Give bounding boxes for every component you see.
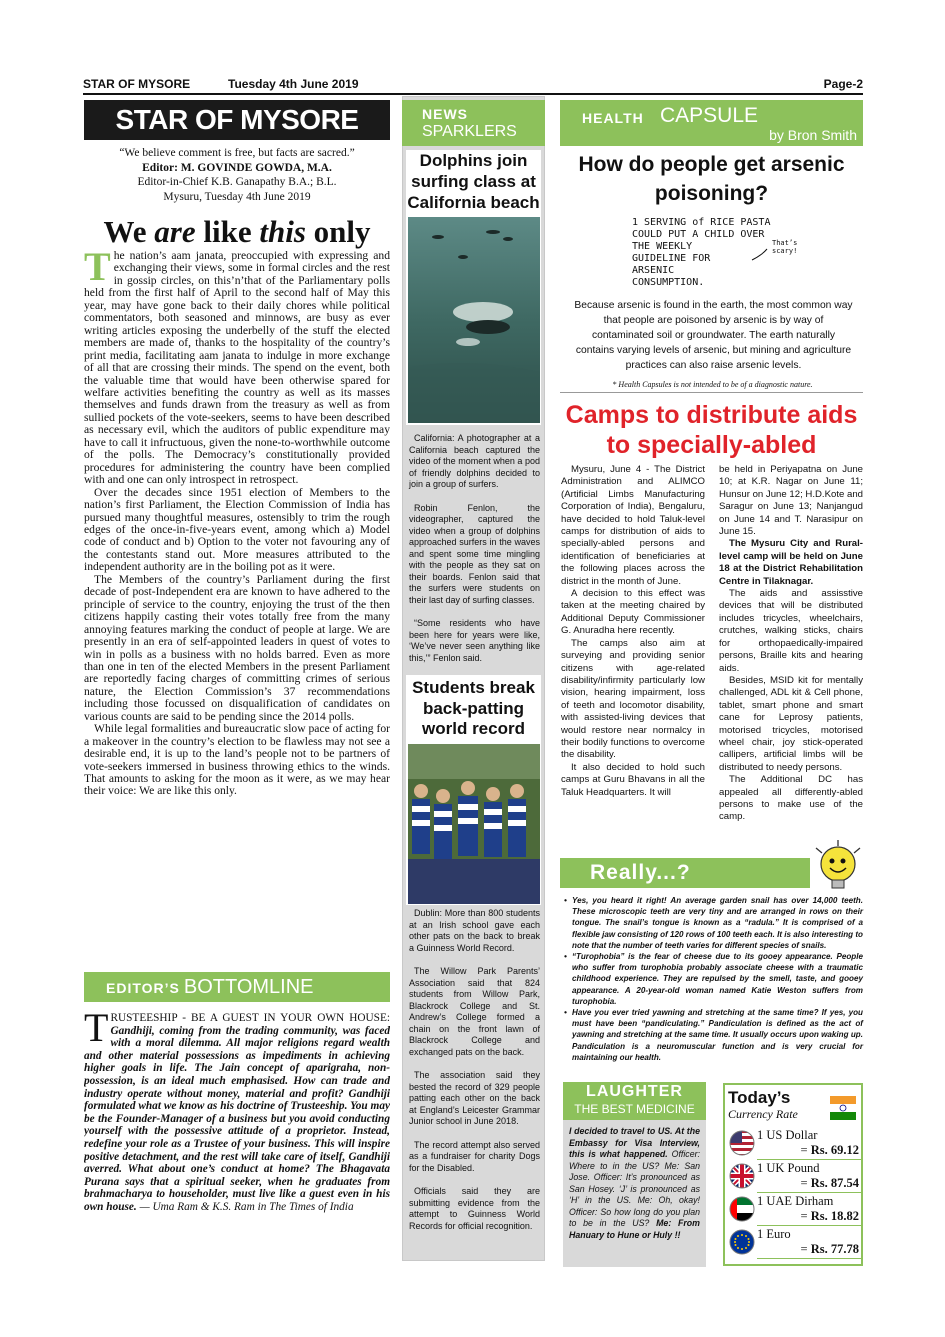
currency-title: Today’s xyxy=(728,1088,791,1107)
section-divider xyxy=(560,392,863,393)
publication-name: STAR OF MYSORE xyxy=(83,77,191,91)
story-paragraph: Robin Fenlon, the videographer, captured the video when a group of dolphins approached surfers in the waves and spent some time mingling with the people as they sat on their boards. Fenlon said that the surfers were students on their last day of surfing classes. xyxy=(409,502,540,605)
camps-paragraph: Mysuru, June 4 - The District Administration and ALIMCO (Artificial Limbs Manufacturing Corporation of India), Bengaluru, have decided to hold Taluk-level camps for distribution of aids to specially-abled persons and identification of beneficiaries at the following places across the district in the month of June. xyxy=(561,464,705,587)
bottomline-text: Gandhiji, coming from the trading community, was faced with a moral dilemma. All major religions regard wealth and other material possessions as impediments in achieving higher goals in life. The Jain concept of aparigraha, non-possession, is an ideal much emphasised. How can trade and industry operate without money, material and profit? Gandhiji formulated what we know as his doctrine of Trusteeship. You may be the Founder-Manager of a business but you avoid conducting yourself with the possessive attitude of a proprietor. Instead, redefine your role as a Trustee of your business. This will inspire positive detachment, and the rest will take care of itself, Gandhiji averred. What about one’s conduct at home? The Bhagavata Purana says that a spiritual seeker, when he graduates from brahmacharya to householder, must live like a guest even in his own house. xyxy=(84,1024,390,1213)
story-title: Students break back-patting world record xyxy=(412,678,535,738)
joke-line: Me: Oh, okay! xyxy=(637,1195,700,1205)
currency-value: Rs. 87.54 xyxy=(810,1176,859,1190)
list-item: • Have you ever tried yawning and stretching at the same time? If yes, you must have been “pandiculating.” Pandiculation is defined as the act of yawning and stretching at the same time. It usually occurs upon waking up. Pandiculation is a neuromuscular function and is very crucial for maintaining our health. xyxy=(564,1007,863,1063)
currency-value: Rs. 77.78 xyxy=(810,1242,859,1256)
health-disclaimer: * Health Capsules is not intended to be of a diagnostic nature. xyxy=(612,380,813,389)
section-label: THE BEST MEDICINE xyxy=(574,1102,695,1116)
bottomline-kicker: RUSTEESHIP - BE A GUEST IN YOUR OWN HOUSE: xyxy=(110,1012,390,1024)
list-item: • Yes, you heard it right! An average garden snail has over 14,000 teeth. These microscopic teeth are very tiny and are arranged in rows on their tongue. The snail’s tongue is known as a “radula.” It is comprised of a flexible jaw consisting of 120 rows of 100 teeth each. It is also interesting to note that the number of teeth varies for different species of snails. xyxy=(564,895,863,951)
currency-value-wrap xyxy=(801,1143,859,1158)
currency-subtitle: Currency Rate xyxy=(728,1107,798,1121)
currency-value-wrap xyxy=(801,1242,859,1257)
equals-sign: = xyxy=(800,1209,811,1223)
joke-intro: I decided to travel to US. At the Embassy for Visa Interview, this is what happened. xyxy=(569,1126,700,1159)
camps-paragraph: The Mysuru City and Rural-level camp will be held on June 18 at the District Rehabilitation Centre in Tilaknagar. xyxy=(719,538,863,587)
bottomline-header xyxy=(84,972,390,1002)
cartoon-text: THE WEEKLY xyxy=(632,241,693,252)
section-label: HEALTH xyxy=(582,110,644,126)
editorial-paragraph: Over the decades since 1951 election of Members to the nation’s first Parliament, the Election Commission of India has pursued many thoughtful measures, ostensibly to trim the rough edges of the once-in-five-years event, among which a) Model code of conduct and b) Option to the voter not favouring any of the contestants stand out. More measures attributed to the independent authority are in the boiling pot as it were. xyxy=(84,485,390,574)
story-paragraph: Officials said they are submitting evidence from the attempt to Guinness World Records for official recognition. xyxy=(409,1186,540,1231)
story-paragraph: The association said they bested the record of 329 people patting each other on the back at England’s Leicester Grammar Junior school in June 2018. xyxy=(409,1070,540,1126)
students-photo xyxy=(408,744,540,904)
currency-row-usd xyxy=(727,1130,861,1163)
camps-paragraph: It also decided to hold such camps at Guru Bhavans in all the Taluk Headquarters. It will xyxy=(561,761,705,798)
cartoon-aside: That’s xyxy=(772,239,798,247)
row-divider xyxy=(757,1159,861,1160)
editorial-paragraph: The Members of the country’s Parliament during the first decade of post-Independent era are known to have adhered to the principle of service to the country, enjoying the trust of the then citizens happily casting their votes totally free from the many annoying features marking the conduct of people at large. We are presently in an era of self-appointed leaders in quest of votes to win in polls as a business with no holds barred. Even as more than one in ten of the elected Members in the present Parliament are reportedly facing charges of committing crimes of serious nature, the Election Commission’s 37 recommendations including those focussed on disqualification of candidates on various counts are said to be pending since the 2014 polls. xyxy=(84,572,390,723)
health-title: How do people get arsenic poisoning? xyxy=(578,153,845,205)
row-divider xyxy=(757,1258,861,1259)
section-label: LAUGHTER xyxy=(586,1083,683,1100)
currency-value-wrap xyxy=(801,1176,859,1191)
title-word: like xyxy=(203,214,252,249)
cartoon-text: COULD PUT A CHILD OVER xyxy=(632,229,765,240)
equals-sign: = xyxy=(800,1143,811,1157)
story-paragraph: Dublin: More than 800 students at an Irish school gave each other pats on the back to break a Guinness World Record. xyxy=(409,908,540,953)
currency-value: Rs. 69.12 xyxy=(810,1143,859,1157)
laughter-body xyxy=(569,1126,700,1241)
story-paragraph: “Some residents who have been here for years were like, ‘We’ve never seen anything like this,’” Fenlon said. xyxy=(409,618,540,663)
camps-paragraph: be held in Periyapatna on June 10; at K.R. Nagar on June 11; Hunsur on June 12; H.D.Kote and Saragur on June 13; Nanjangud on June 14 and T. Narasipur on June 15. xyxy=(719,464,863,538)
currency-row-aed xyxy=(727,1196,861,1229)
currency-name: 1 US Dollar xyxy=(757,1128,818,1142)
page-header xyxy=(83,77,863,93)
title-word: this xyxy=(259,214,306,249)
joke-line: Officer: Where to in the US? xyxy=(569,1149,700,1171)
camps-paragraph: The Additional DC has appealed all differently-abled persons to make use of the camp. xyxy=(719,774,863,823)
editorial-paragraph: While legal formalities and bureaucratic slow pace of acting for a makeover in the country’s election to be flawless may not see a desirable end, it is up to the land’s people not to be partners of vote-seekers immersed in business throwing ethics to the winds. That amounts to asking for the moon as it were, as we may hear their voice: We are like this only. xyxy=(84,722,390,798)
currency-value-wrap xyxy=(801,1209,859,1224)
byline: by Bron Smith xyxy=(769,127,857,143)
drop-cap: T xyxy=(84,1012,109,1050)
camps-column-2 xyxy=(719,464,863,842)
issue-date: Tuesday 4th June 2019 xyxy=(228,77,359,91)
health-body: Because arsenic is found in the earth, the most common way that people are poisoned by arsenic is by way of contaminated soil or groundwater. The earth naturally contains varying levels of arsenic, but mining and agriculture practices can also raise arsenic levels. xyxy=(574,300,853,371)
currency-name: 1 UAE Dirham xyxy=(757,1194,834,1208)
uk-flag-icon xyxy=(729,1163,755,1189)
india-flag-icon xyxy=(830,1096,856,1120)
uae-flag-icon xyxy=(729,1196,755,1222)
cartoon-text: ARSENIC xyxy=(632,265,675,276)
bottomline-credit: — Uma Ram & K.S. Ram in The Times of India xyxy=(139,1200,354,1213)
editorial-paragraph: he nation’s aam janata, preoccupied with expressing and exchanging their views, some in formal circles and the rest in gossip circles, on this’n’that of the Parliamentary polls held from the first half of April to the second half of May this year, may have gone back to their daily chores while political commentators, both seasoned and minnows, are busy as ever writing articles exposing the underbelly of the stuff the elected members are made of, thanks to the hospitality of the country’s print media, facilitating aam janata to indulge in more exchange of all that are crossing their minds. The spend on the event, both the valuable time that would have been otherwise spared for welfare activities benefiting the country as well as its masses themselves and funds drawn from the treasury as well as from sullied pockets of the vote-seekers, seems to have been described as necessary evil, which the auditors of public expenditure may have to call it infructuous, given the none-to-worthwhile outcome of the polls. The Democracy’s constitutionally provided procedures for administering the country have been complied with and one can only introspect in retrospect. xyxy=(84,250,390,487)
camps-title: Camps to distribute aids to specially-abled xyxy=(565,401,858,459)
currency-name: 1 UK Pound xyxy=(757,1161,820,1175)
title-word: are xyxy=(154,214,196,249)
masthead-credits xyxy=(84,146,390,204)
currency-row-eur xyxy=(727,1229,861,1262)
place-date-line: Mysuru, Tuesday 4th June 2019 xyxy=(163,190,311,203)
row-divider xyxy=(757,1225,861,1226)
bottomline-label: BOTTOMLINE xyxy=(183,976,314,998)
page-number: Page-2 xyxy=(823,77,863,91)
cartoon-aside: scary! xyxy=(772,247,798,255)
cartoon-text: GUIDELINE FOR xyxy=(632,253,711,264)
currency-row-gbp xyxy=(727,1163,861,1196)
list-item: • “Turophobia” is the fear of cheese due to its gooey appearance. People who suffer from turophobia probably associate cheese with a traumatic childhood experience. They are repulsed by the smell, taste, and gooey appearance. A 20-year-old woman named Katie Weston suffers from turophobia. xyxy=(564,951,863,1007)
masthead-logo: STAR OF MYSORE xyxy=(84,100,390,140)
editor-in-chief-line: Editor-in-Chief K.B. Ganapathy B.A.; B.L. xyxy=(137,176,337,188)
dolphins-photo xyxy=(408,217,540,423)
camps-paragraph: Besides, MSID kit for mentally challenged, ADL kit & Cell phone, tablet, smart phone and smart cane for Leprosy patients, motorised tricycles, motorised wheel chair, joy stick-operated callipers, artificial limbs will be distributed to needy persons. xyxy=(719,674,863,773)
really-list xyxy=(564,895,863,1063)
currency-value: Rs. 18.82 xyxy=(810,1209,859,1223)
camps-paragraph: A decision to this effect was taken at the meeting chaired by Additional Deputy Commissioner G. Anuradha here recently. xyxy=(561,588,705,637)
lightbulb-icon xyxy=(810,838,865,893)
header-divider xyxy=(83,93,863,95)
camps-paragraph: The aids and assisstive devices that will be distributed includes tricycles, wheelchairs, crutches, walking sticks, chairs for orthopaedically-impaired persons, Braille kits and hearing aids. xyxy=(719,588,863,674)
us-flag-icon xyxy=(729,1130,755,1156)
motto: “We believe comment is free, but facts are sacred.” xyxy=(119,147,355,159)
section-label: SPARKLERS xyxy=(422,123,517,140)
news-sparklers-header xyxy=(402,100,545,146)
laughter-header xyxy=(563,1082,706,1120)
drop-cap: T xyxy=(84,250,111,289)
cartoon-text: CONSUMPTION. xyxy=(632,277,705,288)
joke-line: Me: San Jose. xyxy=(569,1160,701,1182)
really-header: Really...? xyxy=(560,858,810,888)
equals-sign: = xyxy=(800,1176,811,1190)
equals-sign: = xyxy=(800,1242,811,1256)
row-divider xyxy=(757,1192,861,1193)
cartoon-text: 1 SERVING of RICE PASTA xyxy=(632,217,771,228)
section-label: NEWS xyxy=(422,106,468,122)
editorial-title xyxy=(84,214,390,250)
arsenic-cartoon xyxy=(632,215,812,295)
section-label: CAPSULE xyxy=(660,104,759,127)
camps-paragraph: The camps also aim at surveying and providing senior citizens with age-related disability/infirmity particularly low vision, hearing impairment, loss of teeth and locomotor disability, with assisted-living devices that would restore near normalcy in their bodily functions to overcome the disability. xyxy=(561,637,705,761)
camps-column-1 xyxy=(561,464,705,842)
currency-name: 1 Euro xyxy=(757,1227,791,1241)
story-text xyxy=(409,433,540,676)
title-word: We xyxy=(103,214,147,249)
story-paragraph: The Willow Park Parents’ Association said that 824 students from Willow Park, Blackrock College and St. Andrew’s College formed a chain on the front lawn of Blackrock College and exchanged pats on the back. xyxy=(409,966,540,1057)
title-word: only xyxy=(313,214,371,249)
joke-line: Officer: So how long do you plan to be in the US? xyxy=(569,1206,700,1228)
story-title: Dolphins join surfing class at California beach xyxy=(407,151,540,212)
health-capsule-header xyxy=(560,100,863,146)
eu-flag-icon xyxy=(729,1229,755,1255)
joke-line: Officer: It’s pronounced as San Hosey. ‘J’ is pronounced as ‘H’ in the US. xyxy=(569,1172,700,1205)
editor-line: Editor: M. GOVINDE GOWDA, M.A. xyxy=(142,161,332,174)
story-paragraph: The record attempt also served as a fundraiser for charity Dogs for the Disabled. xyxy=(409,1139,540,1173)
bottomline-body xyxy=(84,1012,390,1267)
story-paragraph: California: A photographer at a California beach captured the video of the moment when a pod of friendly dolphins decided to join a group of surfers. xyxy=(409,433,540,489)
joke-punchline: Me: From Hanuary to Hune or Huly !! xyxy=(569,1218,700,1240)
story-text xyxy=(409,908,540,1244)
bottomline-label: EDITOR’S xyxy=(106,980,180,996)
editorial-body xyxy=(84,250,390,965)
